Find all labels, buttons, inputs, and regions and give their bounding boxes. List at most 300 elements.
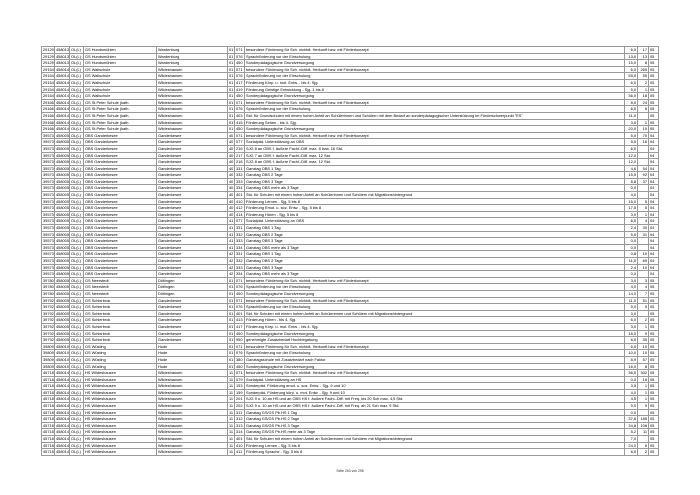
cell-code: 450 bbox=[236, 363, 243, 369]
cell-school-type: 01 bbox=[229, 290, 234, 296]
cell-hours: 6,0 bbox=[625, 337, 638, 344]
cell-code: 311 bbox=[235, 409, 245, 416]
cell-school-type: 01 bbox=[229, 66, 234, 72]
cell-municipality: Ganderkesee bbox=[157, 304, 228, 311]
cell-school-type: 11 bbox=[229, 389, 234, 395]
cell-school-type: 01 bbox=[229, 47, 234, 52]
cell-municipality: Ganderkesee bbox=[157, 178, 228, 185]
cell-school-type: 41 bbox=[229, 218, 234, 224]
cell-school-type: 40 bbox=[229, 132, 234, 138]
cell-description: besondere Förderung für Sch. nichtdt. Herkunft bzw. mit Förderkonzept bbox=[245, 99, 625, 106]
allocation-table bbox=[41, 46, 659, 456]
cell-description: Ganztag OBS 1 Tag bbox=[245, 165, 625, 172]
cell-hours: 3,0 bbox=[625, 310, 638, 317]
cell-school-number: 29129 bbox=[43, 47, 54, 52]
cell-code: 313 bbox=[236, 422, 243, 428]
cell-municipality: Wildeshausen bbox=[157, 416, 228, 423]
cell-school-name: GS Schierbrok bbox=[84, 304, 157, 311]
cell-hours: 3,0 bbox=[625, 119, 638, 126]
cell-group: 04 bbox=[649, 159, 659, 166]
cell-office-number: 458005 bbox=[56, 225, 69, 231]
cell-authority: OL(L) bbox=[70, 337, 84, 344]
cell-group: 05 bbox=[649, 396, 659, 403]
cell-authority: OL(L) bbox=[70, 119, 84, 126]
cell-group: 04 bbox=[649, 244, 659, 251]
cell-group: 05 bbox=[649, 290, 659, 297]
cell-school-type: 40 bbox=[229, 205, 234, 211]
cell-description: SJG 7 an OBS f. äußere Fachl.-Diff. max. 12 Std. bbox=[245, 152, 625, 159]
cell-school-type: 42 bbox=[229, 271, 234, 277]
cell-office-number: 458014 bbox=[56, 93, 69, 99]
cell-code: 410 bbox=[236, 442, 243, 448]
cell-municipality: Wildeshausen bbox=[157, 429, 228, 436]
cell-school-name: GS Schierbrok bbox=[84, 297, 157, 304]
table-row bbox=[42, 119, 659, 126]
cell-school-number: 39573 bbox=[43, 225, 54, 231]
table-row bbox=[42, 244, 659, 251]
cell-hours: 0,0 bbox=[625, 185, 638, 192]
cell-school-type: 40 bbox=[229, 145, 234, 151]
cell-school-number: 29166 bbox=[43, 99, 54, 105]
cell-authority: OL(L) bbox=[70, 53, 84, 60]
cell-hours: 15,0 bbox=[625, 60, 638, 67]
cell-school-name: GS St.Peter Schule (kath. bbox=[84, 119, 157, 126]
page-footer: Seite 263 von 298 bbox=[336, 469, 364, 473]
cell-municipality: Wildeshausen bbox=[157, 370, 228, 377]
cell-group: 05 bbox=[649, 310, 659, 317]
cell-school-type: 11 bbox=[229, 370, 234, 376]
cell-authority: OL(L) bbox=[70, 271, 84, 278]
table-row bbox=[42, 165, 659, 172]
cell-count: 4 bbox=[638, 218, 649, 225]
table-row bbox=[42, 86, 659, 93]
cell-school-type: 40 bbox=[229, 152, 234, 158]
cell-school-number: 39573 bbox=[43, 139, 54, 145]
cell-office-number: 458014 bbox=[56, 403, 69, 409]
cell-description: Förderung Hören - Sjg. 5 bis 8 bbox=[245, 211, 625, 218]
cell-code: 079 bbox=[236, 376, 243, 382]
cell-school-name: GS Wallschule bbox=[84, 86, 157, 93]
cell-authority: OL(L) bbox=[70, 436, 84, 443]
cell-count bbox=[638, 436, 649, 443]
cell-school-type: 01 bbox=[229, 363, 234, 369]
cell-hours: 55,0 bbox=[625, 73, 638, 80]
cell-office-number: 458014 bbox=[56, 449, 69, 455]
cell-code: 403 bbox=[236, 112, 243, 118]
cell-office-number: 458010 bbox=[56, 343, 69, 349]
table-row bbox=[42, 73, 659, 80]
cell-school-number: 29129 bbox=[43, 53, 54, 59]
cell-description: Sprachförderung vor der Einschulung bbox=[245, 53, 625, 60]
cell-hours: 18,0 bbox=[625, 330, 638, 337]
cell-description: besondere Förderung für Sch. nichtdt. Herkunft bzw. mit Förderkonzept bbox=[245, 297, 625, 304]
cell-code: 201 bbox=[236, 396, 243, 402]
cell-hours: 5,0 bbox=[625, 231, 638, 238]
cell-description: Förderung Körp. u. mot. Entw. - bis 4. Sjg. bbox=[245, 79, 625, 86]
cell-hours: 6,0 bbox=[625, 343, 638, 350]
cell-description: Sprachförderung vor der Einschulung bbox=[245, 106, 625, 113]
cell-municipality: Ganderkesee bbox=[157, 251, 228, 258]
cell-office-number: 458005 bbox=[56, 192, 69, 198]
cell-municipality: Wildeshausen bbox=[157, 99, 228, 106]
cell-description: Ganztag OBS mehr als 3 Tage bbox=[245, 185, 625, 192]
cell-office-number: 458005 bbox=[56, 244, 69, 250]
cell-authority: OL(L) bbox=[70, 251, 84, 258]
cell-office-number: 458014 bbox=[56, 436, 69, 442]
cell-school-name: OBS Ganderkesee bbox=[84, 244, 157, 251]
cell-group: 05 bbox=[649, 112, 659, 119]
cell-count: 5 bbox=[638, 304, 649, 311]
cell-description: Ganztag OBS 2 Tage bbox=[245, 172, 625, 179]
cell-count: 2 bbox=[638, 317, 649, 324]
cell-group: 04 bbox=[649, 185, 659, 192]
cell-authority: OL(L) bbox=[70, 277, 84, 284]
cell-office-number: 458005 bbox=[56, 277, 69, 283]
cell-school-name: OBS Ganderkesee bbox=[84, 139, 157, 146]
cell-school-name: HS Wildeshausen bbox=[84, 383, 157, 390]
cell-school-number: 39573 bbox=[43, 258, 54, 263]
cell-school-type: 01 bbox=[229, 297, 234, 303]
cell-school-number: 39809 bbox=[43, 343, 54, 349]
cell-school-type: 01 bbox=[229, 323, 234, 329]
cell-group: 04 bbox=[649, 231, 659, 238]
cell-office-number: 458014 bbox=[56, 389, 69, 395]
cell-office-number: 458005 bbox=[56, 139, 69, 145]
cell-office-number: 458005 bbox=[56, 132, 69, 138]
cell-hours: 0,0 bbox=[625, 244, 638, 251]
cell-group: 05 bbox=[649, 47, 659, 54]
cell-school-name: OBS Ganderkesee bbox=[84, 165, 157, 172]
cell-count: 5 bbox=[638, 205, 649, 212]
table-row bbox=[42, 317, 659, 324]
cell-code: 071 bbox=[236, 99, 243, 105]
cell-group: 05 bbox=[649, 449, 659, 456]
cell-code: 401 bbox=[236, 436, 243, 442]
cell-hours: 3,0 bbox=[625, 323, 638, 330]
cell-municipality: Ganderkesee bbox=[157, 192, 228, 199]
cell-school-name: OBS Ganderkesee bbox=[84, 178, 157, 185]
cell-office-number: 458014 bbox=[56, 416, 69, 422]
cell-school-type: 01 bbox=[229, 337, 234, 343]
cell-code: 450 bbox=[236, 126, 243, 132]
cell-municipality: Ganderkesee bbox=[157, 159, 228, 166]
cell-school-type: 42 bbox=[229, 251, 234, 257]
cell-office-number: 458005 bbox=[56, 172, 69, 178]
table-row bbox=[42, 323, 659, 330]
cell-school-name: OBS Ganderkesee bbox=[84, 218, 157, 225]
cell-count: 3 bbox=[638, 277, 649, 284]
table-row bbox=[42, 205, 659, 212]
cell-hours: 11,0 bbox=[625, 258, 638, 265]
cell-authority: OL(L) bbox=[70, 370, 84, 377]
cell-hours: 2,4 bbox=[625, 264, 638, 271]
cell-authority: OL(L) bbox=[70, 304, 84, 311]
cell-school-name: GS Schierbrok bbox=[84, 317, 157, 324]
cell-count: 1 bbox=[638, 396, 649, 403]
cell-municipality: Ganderkesee bbox=[157, 337, 228, 344]
cell-school-type: 41 bbox=[229, 238, 234, 244]
table-row bbox=[42, 356, 659, 363]
cell-school-number: 39573 bbox=[43, 172, 54, 178]
cell-office-number: 458013 bbox=[56, 47, 69, 52]
table-row bbox=[42, 172, 659, 179]
cell-school-type: 11 bbox=[229, 409, 234, 415]
cell-school-type: 41 bbox=[229, 225, 234, 231]
cell-school-type: 01 bbox=[229, 284, 234, 290]
cell-authority: OL(L) bbox=[70, 297, 84, 304]
cell-school-name: OBS Ganderkesee bbox=[84, 258, 157, 265]
cell-municipality: Wildeshausen bbox=[157, 79, 228, 86]
table-row bbox=[42, 231, 659, 238]
cell-school-name: HS Wildeshausen bbox=[84, 416, 157, 423]
cell-code: 076 bbox=[236, 350, 243, 356]
cell-school-type: 40 bbox=[229, 159, 234, 165]
cell-school-name: GS St.Peter Schule (kath. bbox=[84, 99, 157, 106]
cell-code: 076 bbox=[236, 53, 243, 59]
cell-office-number: 458014 bbox=[56, 79, 69, 85]
table-row bbox=[42, 145, 659, 152]
cell-municipality: Wildeshausen bbox=[157, 93, 228, 100]
cell-office-number: 458005 bbox=[56, 337, 69, 343]
cell-school-name: GS Hundsmühlen bbox=[84, 60, 157, 67]
cell-group: 04 bbox=[649, 218, 659, 225]
cell-school-type: 41 bbox=[229, 244, 234, 250]
cell-code: 950 bbox=[236, 337, 243, 343]
cell-municipality: Wildeshausen bbox=[157, 442, 228, 449]
cell-authority: OL(L) bbox=[70, 442, 84, 449]
cell-authority: OL(L) bbox=[70, 112, 84, 119]
table-row bbox=[42, 198, 659, 205]
cell-office-number: 458005 bbox=[56, 317, 69, 323]
cell-code: 071 bbox=[236, 297, 243, 303]
cell-description: Ganztag GS/GS Pb.HS mehr als 3 Tage bbox=[245, 429, 625, 436]
cell-office-number: 458013 bbox=[56, 53, 69, 59]
cell-office-number: 458014 bbox=[56, 126, 69, 132]
cell-group: 05 bbox=[649, 356, 659, 363]
table-row bbox=[42, 192, 659, 199]
cell-count: 30 bbox=[638, 225, 649, 232]
cell-school-number: 39780 bbox=[43, 284, 54, 290]
cell-school-number: 45718 bbox=[43, 449, 54, 455]
cell-count bbox=[638, 185, 649, 192]
cell-description: besondere Förderung für Sch. nichtdt. Herkunft bzw. mit Förderkonzept bbox=[245, 47, 625, 54]
cell-school-name: OBS Ganderkesee bbox=[84, 159, 157, 166]
cell-school-name: OBS Ganderkesee bbox=[84, 225, 157, 232]
cell-description: Ganztagsschule mit Zusatzbedarf nach Faktor bbox=[245, 356, 625, 363]
cell-authority: OL(L) bbox=[70, 66, 84, 73]
cell-group: 05 bbox=[649, 442, 659, 449]
cell-office-number: 458005 bbox=[56, 297, 69, 303]
cell-authority: OL(L) bbox=[70, 244, 84, 251]
cell-count: 10 bbox=[638, 251, 649, 258]
cell-authority: OL(L) bbox=[70, 396, 84, 403]
cell-count: 69 bbox=[638, 258, 649, 265]
cell-school-number: 39809 bbox=[43, 350, 54, 356]
table-row bbox=[42, 389, 659, 396]
cell-description: Ganztag OBS 3 Tage bbox=[245, 178, 625, 185]
cell-school-number: 39573 bbox=[43, 178, 54, 184]
cell-municipality: Wildeshausen bbox=[157, 86, 228, 93]
cell-hours: 11,0 bbox=[625, 112, 638, 119]
cell-school-name: HS Wildeshausen bbox=[84, 376, 157, 383]
cell-school-type: 01 bbox=[229, 343, 234, 349]
cell-school-type: 01 bbox=[229, 112, 234, 118]
cell-office-number: 458014 bbox=[56, 370, 69, 376]
cell-municipality: Ganderkesee bbox=[157, 323, 228, 330]
cell-group: 05 bbox=[649, 422, 659, 429]
cell-municipality: Ganderkesee bbox=[157, 271, 228, 278]
table-row bbox=[42, 126, 659, 133]
cell-count: 31 bbox=[638, 231, 649, 238]
cell-code: 331 bbox=[236, 225, 243, 231]
cell-authority: OL(L) bbox=[70, 198, 84, 205]
cell-description: besondere Förderung für Sch. nichtdt. Herkunft bzw. mit Förderkonzept bbox=[245, 132, 625, 139]
cell-code: 216 bbox=[236, 145, 243, 151]
cell-hours: 2,4 bbox=[625, 225, 638, 232]
cell-description: besondere Förderung für Sch. nichtdt. Herkunft bzw. mit Förderkonzept bbox=[245, 343, 625, 350]
cell-office-number: 458005 bbox=[56, 251, 69, 257]
cell-school-name: GS Neerstedt bbox=[84, 284, 157, 291]
cell-municipality: Dötlingen bbox=[157, 284, 228, 291]
cell-school-name: GS St.Peter Schule (kath. bbox=[84, 106, 157, 113]
cell-description: Ganztag GS/GS Pb.HS 2 Tage bbox=[245, 416, 625, 423]
cell-authority: OL(L) bbox=[70, 185, 84, 192]
table-row bbox=[42, 363, 659, 370]
cell-hours: 0,0 bbox=[625, 238, 638, 245]
cell-school-name: GS Hundsmühlen bbox=[84, 47, 157, 54]
cell-school-number: 45718 bbox=[43, 422, 54, 428]
cell-description: Std. für Schulen mit einem hohen Anteil an Schülerinnen und Schülern mit Migrationshintergrund bbox=[245, 192, 625, 199]
cell-office-number: 458005 bbox=[56, 198, 69, 204]
cell-code: 076 bbox=[236, 73, 243, 79]
cell-office-number: 458005 bbox=[56, 178, 69, 184]
cell-authority: OL(L) bbox=[70, 159, 84, 166]
cell-school-name: OBS Ganderkesee bbox=[84, 152, 157, 159]
cell-school-number: 39792 bbox=[43, 310, 54, 316]
cell-hours: 0,0 bbox=[625, 271, 638, 278]
cell-municipality: Hude bbox=[157, 356, 228, 363]
cell-hours: 0,0 bbox=[625, 409, 638, 416]
cell-description: Sonderpädagogische Grundversorgung bbox=[245, 290, 625, 297]
cell-hours: 5,0 bbox=[625, 132, 638, 139]
cell-school-name: GS Schierbrok bbox=[84, 323, 157, 330]
cell-count: 1 bbox=[638, 383, 649, 390]
cell-authority: OL(L) bbox=[70, 132, 84, 139]
cell-hours: 4,0 bbox=[625, 389, 638, 396]
cell-school-type: 01 bbox=[229, 53, 234, 59]
cell-municipality: Ganderkesee bbox=[157, 225, 228, 232]
cell-count: 16 bbox=[638, 376, 649, 383]
cell-authority: OL(L) bbox=[70, 126, 84, 133]
cell-code: 077 bbox=[236, 139, 243, 145]
cell-municipality: Ganderkesee bbox=[157, 205, 228, 212]
cell-code: 159 bbox=[236, 389, 243, 395]
table-row bbox=[42, 310, 659, 317]
cell-school-type: 01 bbox=[229, 79, 234, 85]
cell-group: 04 bbox=[649, 238, 659, 245]
cell-school-type: 01 bbox=[229, 119, 234, 125]
cell-hours: 16,0 bbox=[625, 363, 638, 370]
cell-school-type: 11 bbox=[229, 416, 234, 422]
cell-description: Förderung Emot. u. soz. Entw. - Sjg. 5 bis 8 bbox=[245, 205, 625, 212]
table-row bbox=[42, 449, 659, 456]
table-row bbox=[42, 383, 659, 390]
cell-office-number: 458005 bbox=[56, 165, 69, 171]
cell-school-type: 40 bbox=[229, 211, 234, 217]
cell-group: 05 bbox=[649, 119, 659, 126]
cell-school-number: 45718 bbox=[43, 409, 54, 415]
cell-authority: OL(L) bbox=[70, 376, 84, 383]
cell-municipality: Ganderkesee bbox=[157, 185, 228, 192]
cell-description: Ganztag OBS 1 Tag bbox=[245, 251, 625, 258]
cell-description: genehmigte Zusatzbedarf Hochbegabung bbox=[245, 337, 625, 344]
cell-school-name: OBS Ganderkesee bbox=[84, 238, 157, 245]
cell-authority: OL(L) bbox=[70, 172, 84, 179]
cell-school-type: 40 bbox=[229, 198, 234, 204]
cell-count: 8 bbox=[638, 363, 649, 370]
cell-hours: 6,0 bbox=[625, 79, 638, 86]
cell-school-number: 39792 bbox=[43, 337, 54, 343]
cell-hours: 17,5 bbox=[625, 205, 638, 212]
cell-school-name: HS Wildeshausen bbox=[84, 389, 157, 396]
cell-office-number: 458014 bbox=[56, 396, 69, 402]
table-row bbox=[42, 66, 659, 73]
cell-office-number: 458014 bbox=[56, 106, 69, 112]
cell-code: 334 bbox=[236, 185, 243, 191]
cell-school-name: OBS Ganderkesee bbox=[84, 205, 157, 212]
cell-count: 8 bbox=[638, 442, 649, 449]
cell-school-type: 01 bbox=[229, 86, 234, 92]
cell-count: 1 bbox=[638, 211, 649, 218]
cell-school-type: 01 bbox=[229, 93, 234, 99]
cell-code: 202 bbox=[236, 403, 243, 409]
cell-school-number: 39792 bbox=[43, 323, 54, 329]
cell-school-number: 29154 bbox=[43, 86, 54, 92]
cell-description: besondere Förderung für Sch. nichtdt. Herkunft bzw. mit Förderkonzept bbox=[245, 277, 625, 284]
cell-school-name: GS St.Peter Schule (kath. bbox=[84, 112, 157, 119]
cell-description: Sprachförderung vor der Einschulung bbox=[245, 304, 625, 311]
cell-school-name: GS Schierbrok bbox=[84, 337, 157, 344]
cell-group: 05 bbox=[649, 403, 659, 410]
cell-description: Förderung Lernen - Sjg. 5 bis 8 bbox=[245, 198, 625, 205]
cell-description: Ganztag GS/GS Pb.HS 3 Tage bbox=[245, 422, 625, 429]
cell-school-number: 29154 bbox=[43, 66, 54, 72]
cell-group: 05 bbox=[649, 304, 659, 311]
cell-hours: 36,0 bbox=[625, 370, 638, 377]
cell-authority: OL(L) bbox=[70, 258, 84, 265]
cell-municipality: Wildeshausen bbox=[157, 126, 228, 133]
cell-code: 332 bbox=[236, 231, 243, 237]
cell-group: 04 bbox=[649, 264, 659, 271]
table-row bbox=[42, 106, 659, 113]
cell-school-number: 39573 bbox=[43, 231, 54, 237]
table-row bbox=[42, 284, 659, 291]
cell-school-name: GS Wallschule bbox=[84, 79, 157, 86]
cell-office-number: 458005 bbox=[56, 258, 69, 263]
cell-school-type: 40 bbox=[229, 192, 234, 198]
cell-description: Sozialpäd. Unterstützung an OBS bbox=[245, 218, 625, 225]
cell-authority: OL(L) bbox=[70, 211, 84, 218]
cell-group: 05 bbox=[649, 277, 659, 284]
table-row bbox=[42, 396, 659, 403]
cell-school-name: OBS Ganderkesee bbox=[84, 264, 157, 271]
cell-description: Förderung Körp. u. mot. Entw. - bis 4. Sjg. bbox=[245, 323, 625, 330]
cell-code: 450 bbox=[236, 330, 243, 336]
cell-office-number: 458014 bbox=[56, 442, 69, 448]
cell-group: 04 bbox=[649, 192, 659, 199]
cell-code: 411 bbox=[235, 449, 245, 456]
cell-office-number: 458005 bbox=[56, 231, 69, 237]
